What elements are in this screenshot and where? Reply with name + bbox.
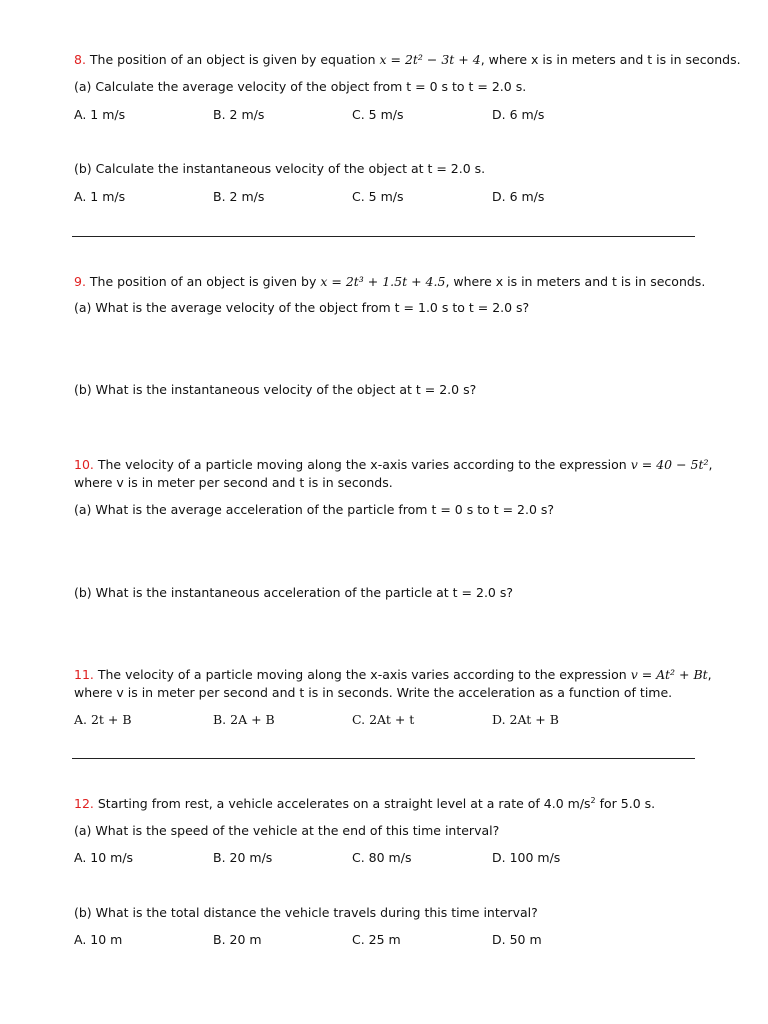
section-divider [72, 758, 695, 759]
question-10-number: 10. [74, 457, 94, 472]
option-a[interactable]: A. 1 m/s [74, 107, 126, 122]
option-a[interactable]: A. 10 m/s [74, 850, 134, 865]
question-9a-prompt: (a) What is the average velocity of the object from t = 1.0 s to t = 2.0 s? [74, 300, 530, 315]
question-11-options [74, 712, 694, 728]
option-a[interactable]: A. 1 m/s [74, 189, 126, 204]
question-11-stem-text: The velocity of a particle moving along the x-axis varies according to the expression [93, 667, 631, 682]
question-10b-prompt: (b) What is the instantaneous acceleration of the particle at t = 2.0 s? [74, 585, 514, 600]
section-divider [72, 236, 695, 237]
question-8b-prompt: (b) Calculate the instantaneous velocity of the object at t = 2.0 s. [74, 161, 486, 176]
question-12-stem-text: Starting from rest, a vehicle accelerates on a straight level at a rate of 4.0 m/s [93, 796, 591, 811]
question-12a-options [74, 850, 694, 866]
question-12-exponent: 2 [590, 795, 596, 805]
question-12-stem [74, 796, 655, 812]
question-9-stem-tail: , where x is in meters and t is in seconds. [445, 274, 706, 289]
question-8-stem-tail: , where x is in meters and t is in seconds. [480, 52, 741, 67]
question-10-stem-text: The velocity of a particle moving along the x-axis varies according to the expression [93, 457, 631, 472]
option-d[interactable]: D. 2At + B [492, 712, 559, 727]
question-12a-prompt: (a) What is the speed of the vehicle at the end of this time interval? [74, 823, 500, 838]
question-9-number: 9. [74, 274, 86, 289]
question-10-stem-tail: , [708, 457, 713, 472]
question-8-stem [74, 52, 741, 68]
question-9-stem-text: The position of an object is given by [85, 274, 321, 289]
question-10-stem [74, 457, 712, 473]
option-a[interactable]: A. 2t + B [74, 712, 132, 727]
option-b[interactable]: B. 2 m/s [213, 107, 265, 122]
option-b[interactable]: B. 2 m/s [213, 189, 265, 204]
option-c[interactable]: C. 5 m/s [352, 189, 404, 204]
question-11-stem [74, 667, 712, 683]
question-10-stem-line2: where v is in meter per second and t is in seconds. [74, 475, 393, 490]
question-12-stem-tail: for 5.0 s. [595, 796, 656, 811]
option-d[interactable]: D. 100 m/s [492, 850, 561, 865]
option-d[interactable]: D. 50 m [492, 932, 542, 947]
question-11-stem-tail: , [707, 667, 712, 682]
question-12b-options [74, 932, 694, 948]
question-9-equation: x = 2t³ + 1.5t + 4.5 [320, 274, 446, 289]
question-8a-prompt: (a) Calculate the average velocity of the object from t = 0 s to t = 2.0 s. [74, 79, 527, 94]
question-12-number: 12. [74, 796, 94, 811]
question-10a-prompt: (a) What is the average acceleration of the particle from t = 0 s to t = 2.0 s? [74, 502, 555, 517]
option-d[interactable]: D. 6 m/s [492, 189, 545, 204]
option-a[interactable]: A. 10 m [74, 932, 123, 947]
question-11-stem-line2: where v is in meter per second and t is in seconds. Write the acceleration as a function of time. [74, 685, 673, 700]
option-c[interactable]: C. 80 m/s [352, 850, 412, 865]
option-b[interactable]: B. 20 m [213, 932, 262, 947]
option-c[interactable]: C. 25 m [352, 932, 401, 947]
option-d[interactable]: D. 6 m/s [492, 107, 545, 122]
question-12b-prompt: (b) What is the total distance the vehicle travels during this time interval? [74, 905, 538, 920]
question-9-stem [74, 274, 705, 290]
option-c[interactable]: C. 5 m/s [352, 107, 404, 122]
option-c[interactable]: C. 2At + t [352, 712, 415, 727]
question-11-number: 11. [74, 667, 94, 682]
question-8-stem-text: The position of an object is given by equation [85, 52, 380, 67]
question-8a-options [74, 107, 694, 123]
question-9b-prompt: (b) What is the instantaneous velocity of the object at t = 2.0 s? [74, 382, 477, 397]
option-b[interactable]: B. 2A + B [213, 712, 275, 727]
question-8-equation: x = 2t² − 3t + 4 [379, 52, 481, 67]
option-b[interactable]: B. 20 m/s [213, 850, 273, 865]
question-8b-options [74, 189, 694, 205]
question-10-equation: v = 40 − 5t² [630, 457, 709, 472]
question-8-number: 8. [74, 52, 86, 67]
question-11-equation: v = At² + Bt [630, 667, 708, 682]
